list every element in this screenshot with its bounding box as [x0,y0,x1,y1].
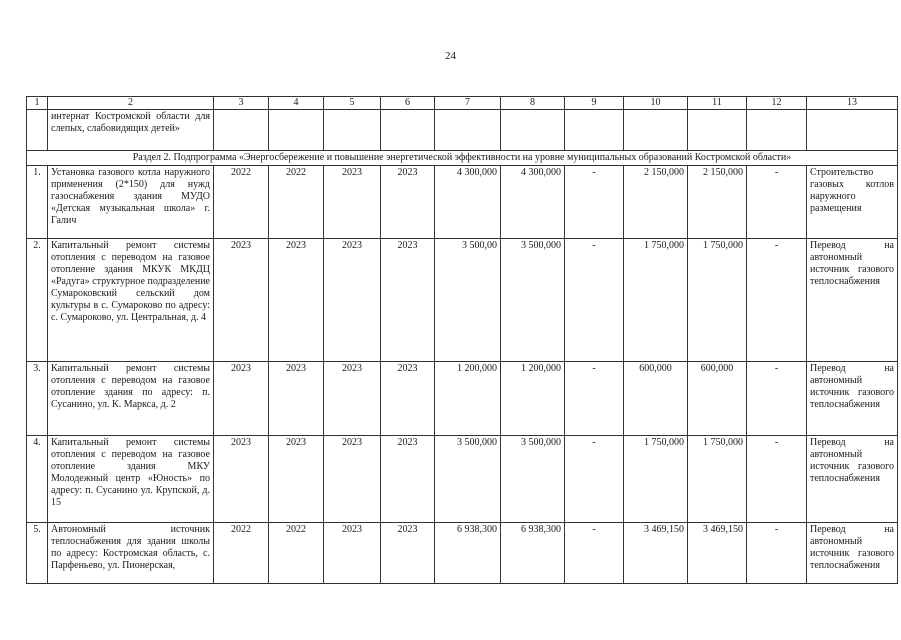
cell-year: 2023 [269,436,324,523]
column-header: 13 [807,97,898,110]
table-row-continuation [27,110,898,151]
cell-amount: 1 750,000 [624,239,688,362]
cell-amount: 3 500,00 [435,239,501,362]
cell-amount: 2 150,000 [688,166,747,239]
cell-result: Перевод на автономный источник газового теплоснабжения [807,239,898,362]
cell-empty [501,110,565,151]
cell-amount: 1 750,000 [688,436,747,523]
column-header: 6 [381,97,435,110]
cell-amount: - [565,436,624,523]
cell-amount: - [565,362,624,436]
cell-amount: - [747,166,807,239]
column-header: 9 [565,97,624,110]
cell-empty [807,110,898,151]
program-table [26,96,898,584]
cell-name: Капитальный ремонт системы отопления с переводом на газовое отопление здания по адресу: п. Сусанино, ул. К. Маркса, д. 2 [48,362,214,436]
cell-empty [747,110,807,151]
cell-year: 2023 [324,239,381,362]
cell-year: 2023 [269,239,324,362]
cell-empty [381,110,435,151]
cell-amount: 600,000 [624,362,688,436]
section-row [27,151,898,166]
cell-year: 2023 [381,362,435,436]
column-header: 12 [747,97,807,110]
table-row [27,239,898,362]
cell-result: Перевод на автономный источник газового теплоснабжения [807,362,898,436]
cell-amount: - [747,239,807,362]
cell-empty [214,110,269,151]
cell-amount: - [565,239,624,362]
cell-year: 2022 [214,166,269,239]
cell-empty [688,110,747,151]
page-number: 24 [445,50,456,62]
cell-amount: - [565,523,624,584]
column-header: 2 [48,97,214,110]
cell-year: 2022 [269,523,324,584]
cell-year: 2023 [214,362,269,436]
cell-amount: 3 469,150 [624,523,688,584]
cell-num: 1. [27,166,48,239]
cell-name: Автономный источник теплоснабжения для здания школы по адресу: Костромская область, с. Парфеньево, ул. Пионерская, [48,523,214,584]
section-title: Раздел 2. Подпрограмма «Энергосбережение и повышение энергетической эффективности на уровне муниципальных образований Костромской области» [27,151,898,166]
cell-year: 2023 [381,436,435,523]
cell-year: 2023 [269,362,324,436]
column-header: 1 [27,97,48,110]
cell-num: 2. [27,239,48,362]
cell-amount: - [747,523,807,584]
column-header: 11 [688,97,747,110]
column-header: 10 [624,97,688,110]
table-row [27,523,898,584]
cell-amount: 1 200,000 [501,362,565,436]
cell-amount: 3 500,000 [501,436,565,523]
cell-amount: 3 469,150 [688,523,747,584]
cell-year: 2023 [381,523,435,584]
cell-year: 2022 [269,166,324,239]
cell-amount: 1 200,000 [435,362,501,436]
column-header: 5 [324,97,381,110]
cell-empty [435,110,501,151]
cell-num: 3. [27,362,48,436]
cell-year: 2022 [214,523,269,584]
cell-result: Перевод на автономный источник газового теплоснабжения [807,436,898,523]
table-row [27,362,898,436]
cell-year: 2023 [324,166,381,239]
cell-empty [624,110,688,151]
cell-amount: 4 300,000 [435,166,501,239]
column-header: 3 [214,97,269,110]
cell-year: 2023 [381,166,435,239]
cell-amount: 1 750,000 [624,436,688,523]
cell-result: Перевод на автономный источник газового теплоснабжения [807,523,898,584]
table-row [27,166,898,239]
cell-amount: - [747,436,807,523]
column-header: 4 [269,97,324,110]
column-header: 7 [435,97,501,110]
cell-empty [324,110,381,151]
cell-amount: 3 500,000 [435,436,501,523]
cell-amount: 1 750,000 [688,239,747,362]
cell-amount: 6 938,300 [501,523,565,584]
cell-amount: 600,000 [688,362,747,436]
cell-empty [565,110,624,151]
cell-name: Установка газового котла наружного применения (2*150) для нужд газоснабжения здания МУДО «Детская музыкальная школа» г. Галич [48,166,214,239]
cell-year: 2023 [214,239,269,362]
cell-amount: 3 500,000 [501,239,565,362]
cell-empty [269,110,324,151]
cell-num: 4. [27,436,48,523]
column-number-row [27,97,898,110]
cell-result: Строительство газовых котлов наружного размещения [807,166,898,239]
cell-name: Капитальный ремонт системы отопления с переводом на газовое отопление здания МКУК МКДЦ «Радуга» структурное подразделение Сумароковский сельский дом культуры в с. Сумароково по адресу: с. Сумароково, ул. Центральная, д. 4 [48,239,214,362]
cell-amount: - [565,166,624,239]
cell-amount: 2 150,000 [624,166,688,239]
cell-amount: 6 938,300 [435,523,501,584]
cell-empty [27,110,48,151]
cell-year: 2023 [324,362,381,436]
table-row [27,436,898,523]
cell-year: 2023 [324,436,381,523]
cell-year: 2023 [214,436,269,523]
cell-name: интернат Костромской области для слепых, слабовидящих детей» [48,110,214,151]
column-header: 8 [501,97,565,110]
cell-year: 2023 [381,239,435,362]
cell-amount: - [747,362,807,436]
cell-num: 5. [27,523,48,584]
cell-year: 2023 [324,523,381,584]
cell-amount: 4 300,000 [501,166,565,239]
cell-name: Капитальный ремонт системы отопления с переводом на газовое отопление здания МКУ Молодежный центр «Юность» по адресу: п. Сусанино ул. Крупской, д. 15 [48,436,214,523]
